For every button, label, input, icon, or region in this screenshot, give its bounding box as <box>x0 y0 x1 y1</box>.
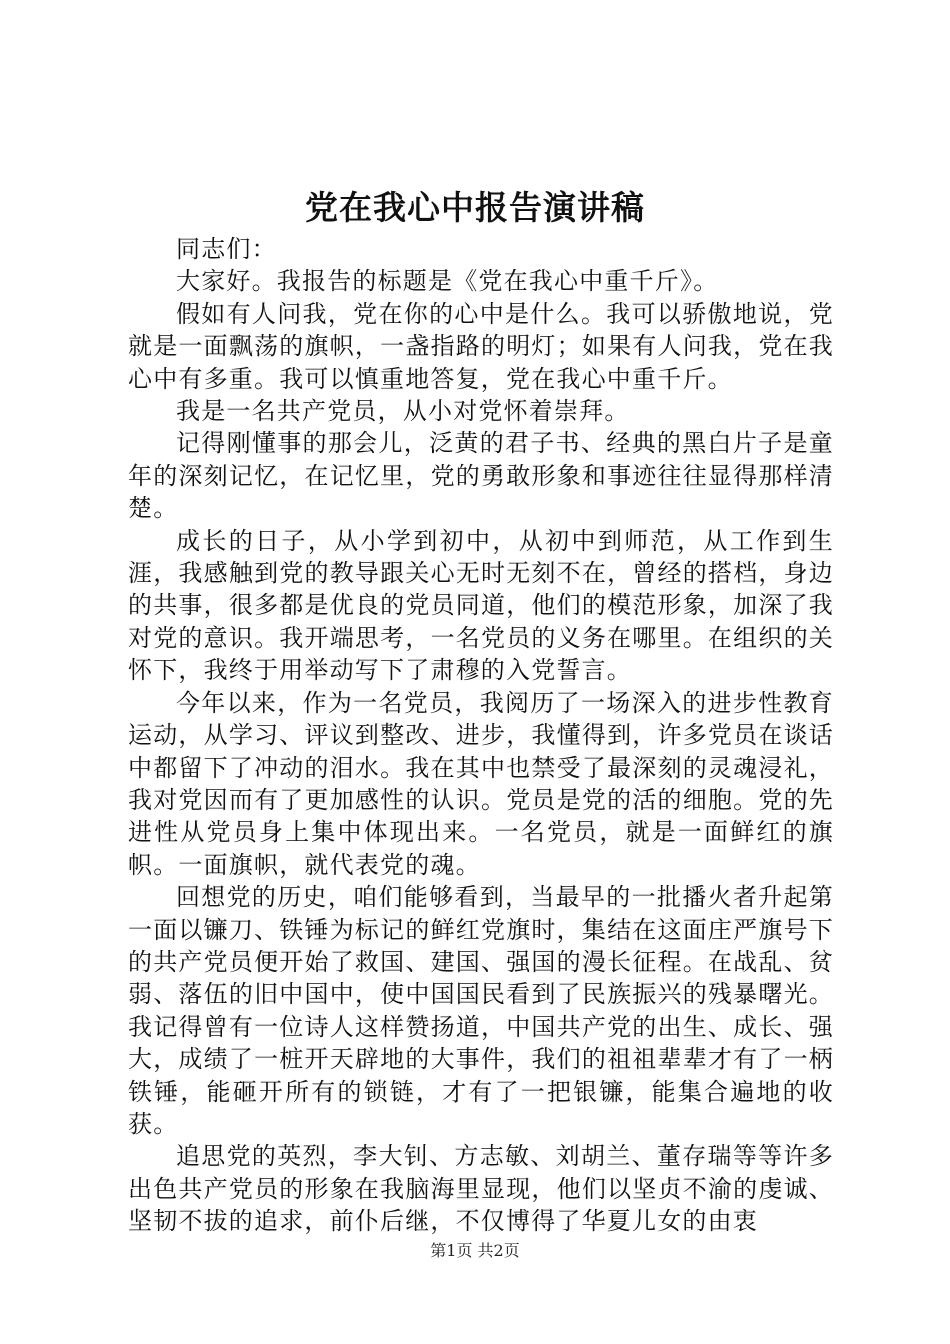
document-body <box>128 233 834 1238</box>
paragraph: 记得刚懂事的那会儿，泛黄的君子书、经典的黑白片子是童年的深刻记忆，在记忆里，党的勇敢形象和事迹往往显得那样清楚。 <box>128 429 834 523</box>
paragraph: 成长的日子，从小学到初中，从初中到师范，从工作到生涯，我感触到党的教导跟关心无时无刻不在，曾经的搭档，身边的共事，很多都是优良的党员同道，他们的模范形象，加深了我对党的意识。我开端思考，一名党员的义务在哪里。在组织的关怀下，我终于用举动写下了肃穆的入党誓言。 <box>128 526 834 685</box>
paragraph: 我是一名共产党员，从小对党怀着崇拜。 <box>176 397 630 426</box>
paragraph-salutation: 同志们： <box>176 235 277 263</box>
paragraph: 假如有人问我，党在你的心中是什么。我可以骄傲地说，党就是一面飘荡的旗帜，一盏指路的明灯；如果有人问我，党在我心中有多重。我可以慎重地答复，党在我心中重千斤。 <box>128 299 834 393</box>
page-footer: 第1页 共2页 <box>430 1241 520 1260</box>
document-title: 党在我心中报告演讲稿 <box>305 188 645 227</box>
paragraph: 追思党的英烈，李大钊、方志敏、刘胡兰、董存瑞等等许多出色共产党员的形象在我脑海里显现，他们以坚贞不渝的虔诚、坚韧不拔的追求，前仆后继，不仅博得了华夏儿女的由衷 <box>128 1142 834 1236</box>
paragraph: 回想党的历史，咱们能够看到，当最早的一批播火者升起第一面以镰刀、铁锤为标记的鲜红党旗时，集结在这面庄严旗号下的共产党员便开始了救国、建国、强国的漫长征程。在战乱、贫弱、落伍的旧中国中，使中国国民看到了民族振兴的残暴曙光。我记得曾有一位诗人这样赞扬道，中国共产党的出生、成长、强大，成绩了一桩开天辟地的大事件，我们的祖祖辈辈才有了一柄铁锤，能砸开所有的锁链，才有了一把银镰，能集合遍地的收获。 <box>128 883 834 1138</box>
paragraph-greeting: 大家好。我报告的标题是《党在我心中重千斤》。 <box>176 267 719 296</box>
paragraph: 今年以来，作为一名党员，我阅历了一场深入的进步性教育运动，从学习、评议到整改、进步，我懂得到，许多党员在谈话中都留下了冲动的泪水。我在其中也禁受了最深刻的灵魂浸礼，我对党因而有了更加感性的认识。党员是党的活的细胞。党的先进性从党员身上集中体现出来。一名党员，就是一面鲜红的旗帜。一面旗帜，就代表党的魂。 <box>128 688 834 879</box>
